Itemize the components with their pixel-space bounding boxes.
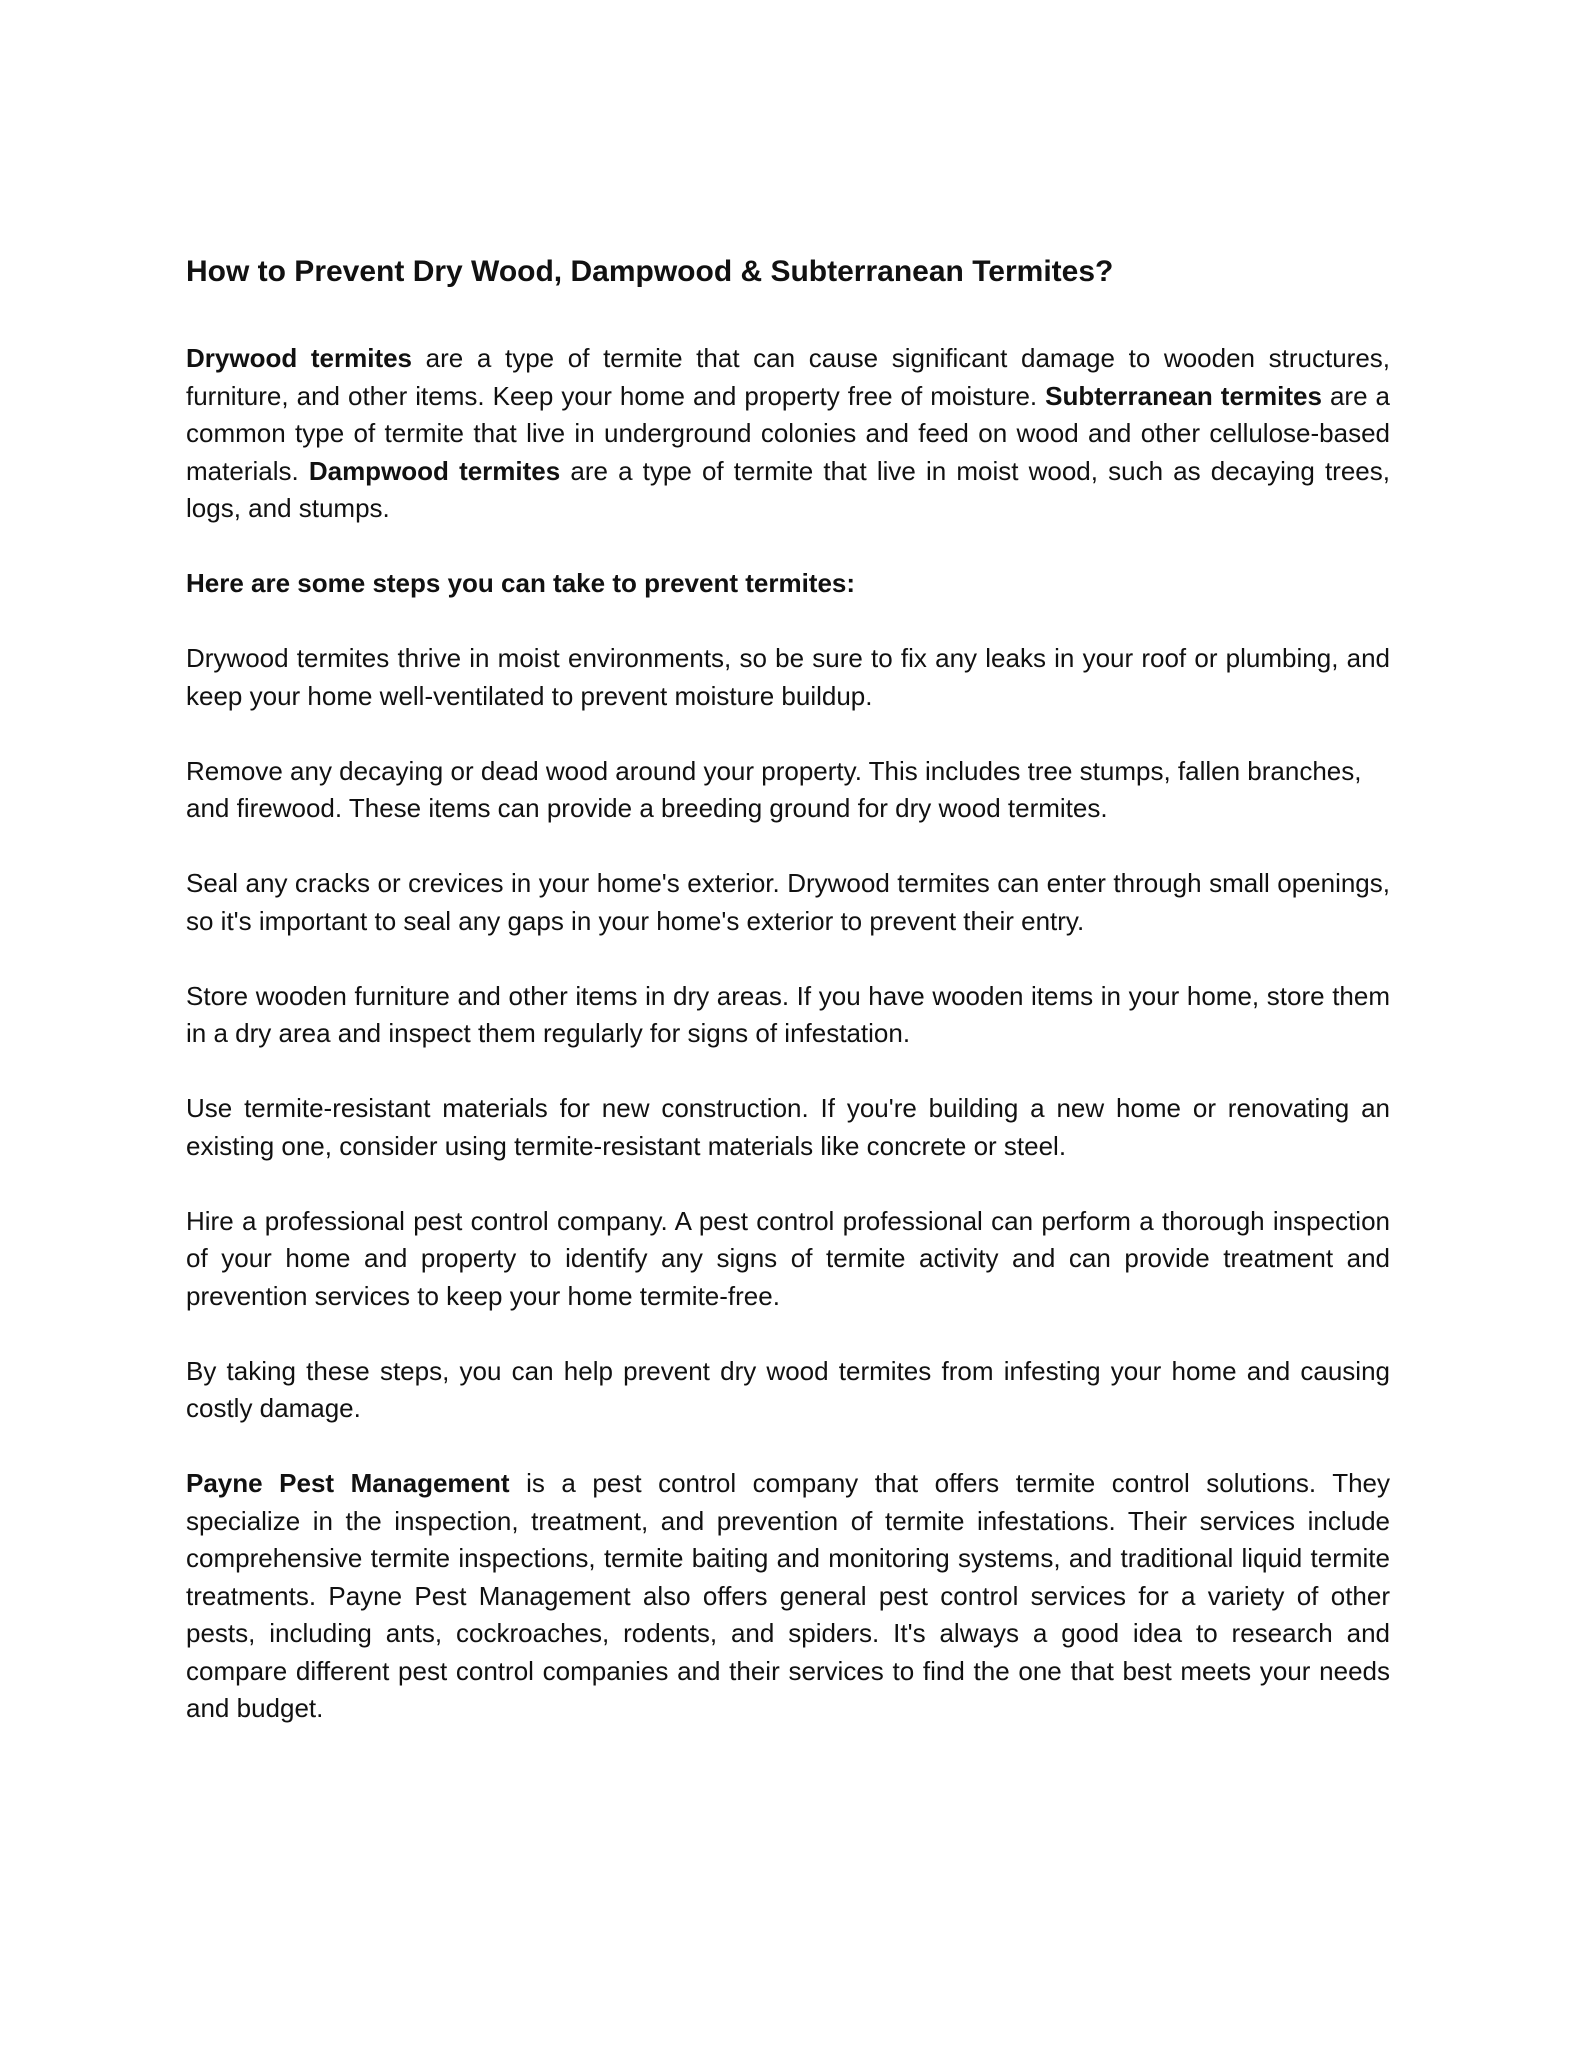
step-paragraph-dry-storage: Store wooden furniture and other items in dry areas. If you have wooden items in your home, store them in a dry area and inspect them regularly for signs of infestation. (186, 980, 1390, 1048)
step-paragraph-hire-professional: Hire a professional pest control company. A pest control professional can perform a thorough inspection of your home and property to identify any signs of termite activity and can provide treatment and prevention services to keep your home termite-free. (186, 1205, 1390, 1311)
document-title: How to Prevent Dry Wood, Dampwood & Subterranean Termites? (186, 255, 1114, 288)
step-paragraph-dead-wood: Remove any decaying or dead wood around your property. This includes tree stumps, fallen branches, and firewood. These items can provide a breeding ground for dry wood termites. (186, 755, 1362, 823)
dampwood-term: Dampwood termites (308, 455, 561, 486)
step-paragraph-seal-cracks: Seal any cracks or crevices in your home's exterior. Drywood termites can enter through small openings, so it's important to seal any gaps in your home's exterior to prevent their entry. (186, 868, 1390, 936)
subterranean-term: Subterranean termites (1045, 380, 1322, 411)
dampwood-description: are a type of termite that live in moist wood, such as decaying trees, logs, and stumps. (186, 455, 1390, 523)
company-paragraph (186, 1465, 1390, 1728)
step-paragraph-moisture: Drywood termites thrive in moist environments, so be sure to fix any leaks in your roof or plumbing, and keep your home well-ventilated to prevent moisture buildup. (186, 643, 1390, 711)
document-page (186, 250, 1390, 1765)
step-paragraph-resistant-materials: Use termite-resistant materials for new construction. If you're building a new home or renovating an existing one, consider using termite-resistant materials like concrete or steel. (186, 1093, 1390, 1161)
drywood-description: are a type of termite that can cause significant damage to wooden structures, furniture, and other items. Keep your home and property free of moisture. (186, 343, 1391, 411)
drywood-term: Drywood termites (186, 343, 413, 373)
closing-paragraph: By taking these steps, you can help prevent dry wood termites from infesting your home and causing costly damage. (186, 1355, 1390, 1423)
company-name: Payne Pest Management (186, 1468, 510, 1498)
steps-heading: Here are some steps you can take to prevent termites: (186, 568, 856, 598)
subterranean-description: are a common type of termite that live in underground colonies and feed on wood and other cellulose-based materials. (186, 380, 1391, 486)
company-description: is a pest control company that offers termite control solutions. They specialize in the inspection, treatment, and prevention of termite infestations. Their services include comprehensive termite inspections, termite baiting and monitoring systems, and traditional liquid termite treatments. Payne Pest Management also offers general pest control services for a variety of other pests, including ants, cockroaches, rodents, and spiders. It's always a good idea to research and compare different pest control companies and their services to find the one that best meets your needs and budget. (186, 1468, 1391, 1723)
intro-paragraph (186, 340, 1390, 528)
